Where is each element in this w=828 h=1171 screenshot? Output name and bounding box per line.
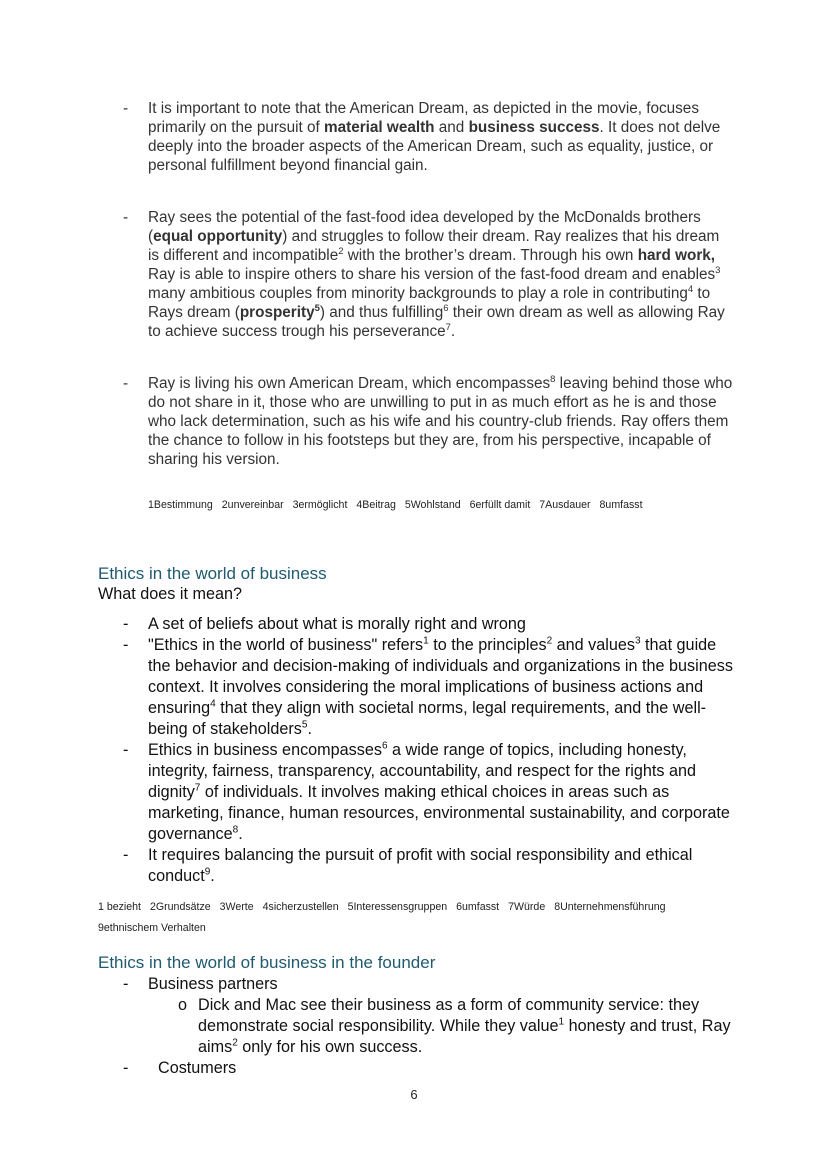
footnote: 2unvereinbar [221, 499, 284, 511]
text-run: . [450, 323, 456, 340]
footnote-marker: 2 [338, 245, 344, 257]
footnote-marker: 3 [634, 635, 641, 647]
footnote: 9ethnischem Verhalten [98, 922, 206, 934]
footnote: 8umfasst [599, 499, 643, 511]
bullet-item [123, 635, 738, 740]
bold-text: business success [468, 119, 600, 136]
bullet-item [123, 374, 733, 469]
footnote: 4Beitrag [356, 499, 396, 511]
footnote-marker: 6 [381, 740, 388, 752]
bold-text: prosperity [239, 304, 315, 321]
footnote: 2Grundsätze [150, 901, 211, 913]
subheading: What does it mean? [98, 585, 242, 603]
bullet-text [148, 636, 733, 738]
bullet-text [148, 100, 720, 174]
text-run: honesty and trust, Ray aims [198, 1017, 731, 1056]
bullet-item [123, 614, 738, 635]
section-heading: Ethics in the world of business in the founder [98, 953, 436, 972]
text-run: and values [552, 636, 635, 654]
sub-bullet-text [198, 996, 731, 1056]
bullet-text [148, 741, 730, 843]
text-run: that they align with societal norms, legal requirements, and the well-being of stakeholders [148, 699, 707, 738]
dash: - [123, 615, 129, 633]
footnote: 1Bestimmung [148, 499, 213, 511]
dash: - [123, 975, 129, 993]
dash: - [123, 375, 129, 392]
footnote: 3Werte [219, 901, 254, 913]
section3-list [123, 974, 738, 1079]
footnote: 1 bezieht [98, 901, 141, 913]
text-run: Ray sees the potential of the fast-food idea developed by the McDonalds brothers ( [148, 209, 701, 245]
footnote-marker: 3 [715, 264, 721, 276]
footnote: 6erfüllt damit [469, 499, 531, 511]
bullet-item [123, 1058, 738, 1079]
footnote-marker: 4 [687, 283, 694, 295]
dash: - [123, 636, 129, 654]
bullet-text [148, 846, 692, 885]
footnote: 5Wohlstand [404, 499, 461, 511]
bullet-item [123, 974, 738, 995]
bold-text: material wealth [324, 119, 435, 136]
footnote: 6umfasst [456, 901, 500, 913]
bullet-text [148, 209, 725, 340]
sub-bullet-item [178, 995, 738, 1058]
footnote-marker: 1 [558, 1016, 565, 1028]
footnote-marker: 8 [550, 373, 556, 385]
bold-text: equal opportunity [153, 228, 283, 245]
footnotes-section1 [148, 499, 652, 511]
bold-text: hard work, [637, 247, 716, 264]
footnote: 4sicherzustellen [262, 901, 339, 913]
footnote: 3ermöglicht [292, 499, 348, 511]
circle-bullet-icon: o [178, 996, 188, 1014]
text-run: It requires balancing the pursuit of profit with social responsibility and ethical conduct [148, 846, 693, 885]
dash: - [123, 741, 129, 759]
section1-bullet-list [123, 99, 733, 469]
dash: - [123, 209, 129, 226]
text-run: Ray is living his own American Dream, which encompasses [148, 375, 551, 392]
text-run: . [238, 825, 243, 843]
dash: - [123, 846, 129, 864]
footnote-marker: 5 [314, 302, 320, 314]
bullet-text: Business partners [148, 975, 278, 993]
dash: - [123, 1059, 129, 1077]
bullet-item [123, 740, 738, 845]
footnote-marker: 5 [301, 719, 308, 731]
text-run: Ethics in business encompasses [148, 741, 382, 759]
text-run: leaving behind those who do not share in it, those who are unwilling to put in as much effort as he is and those who lack determination, such as his wife and his country-club friends. Ray offers them the chance to follow in his footsteps but they are, from his perspective, incapable of sharing his version. [148, 375, 733, 468]
footnote-marker: 2 [232, 1037, 238, 1049]
footnote-marker: 7 [445, 321, 451, 333]
text-run: . It does not delve deeply into the broader aspects of the American Dream, such as equality, justice, or personal fulfillment beyond financial gain. [148, 119, 721, 174]
text-run: Ray is able to inspire others to share his version of the fast-food dream and enables [148, 266, 716, 283]
section2-bullet-list [123, 614, 738, 887]
footnote: 5Interessensgruppen [347, 901, 448, 913]
text-run: ) and thus fulfilling [319, 304, 444, 321]
text-run: of individuals. It involves making ethical choices in areas such as marketing, finance, human resources, environmental sustainability, and corporate governance [148, 783, 730, 843]
footnote-marker: 9 [204, 866, 211, 878]
bullet-item [123, 845, 738, 887]
footnote-marker: 1 [423, 635, 429, 647]
bullet-text [148, 615, 526, 633]
footnote-marker: 2 [546, 635, 553, 647]
footnote: 8Unternehmensführung [554, 901, 666, 913]
footnote-marker: 6 [443, 302, 449, 314]
text-run: that guide the behavior and decision-making of individuals and organizations in the business context. It involves considering the moral implications of business actions and ensuring [148, 636, 733, 717]
footnote-marker: 4 [210, 698, 216, 710]
text-run: "Ethics in the world of business" refers [148, 636, 424, 654]
section-heading: Ethics in the world of business [98, 564, 327, 583]
page-number: 6 [410, 1087, 418, 1102]
text-run: ) and struggles to follow their dream. Ray realizes that his dream is different and incompatible [148, 228, 720, 264]
text-run: many ambitious couples from minority backgrounds to play a role in contributing [148, 285, 688, 302]
text-run: Dick and Mac see their business as a form of community service: they demonstrate social responsibility. While they value [198, 996, 700, 1035]
text-run: to Rays dream ( [148, 285, 711, 321]
bullet-item [123, 99, 733, 175]
footnote: 7Würde [508, 901, 546, 913]
bullet-text: Costumers [158, 1059, 237, 1077]
text-run: only for his own success. [237, 1038, 423, 1056]
footnotes-section2 [98, 897, 738, 939]
text-run: A set of beliefs about what is morally right and wrong [148, 615, 526, 633]
text-run: to the principles [428, 636, 547, 654]
text-run: and [434, 119, 469, 136]
footnote: 7Ausdauer [539, 499, 591, 511]
bullet-item [123, 208, 733, 341]
dash: - [123, 100, 129, 117]
footnote-marker: 8 [232, 824, 239, 836]
text-run: . [307, 720, 312, 738]
footnote-marker: 7 [194, 782, 201, 794]
text-run: their own dream as well as allowing Ray to achieve success trough his perseverance [148, 304, 725, 340]
text-run: with the brother’s dream. Through his own [343, 247, 638, 264]
text-run: a wide range of topics, including honesty, integrity, fairness, transparency, accountability, and respect for the rights and dignity [148, 741, 696, 801]
text-run: It is important to note that the American Dream, as depicted in the movie, focuses primarily on the pursuit of [148, 100, 699, 136]
text-run: . [210, 867, 215, 885]
bullet-text [148, 375, 732, 468]
